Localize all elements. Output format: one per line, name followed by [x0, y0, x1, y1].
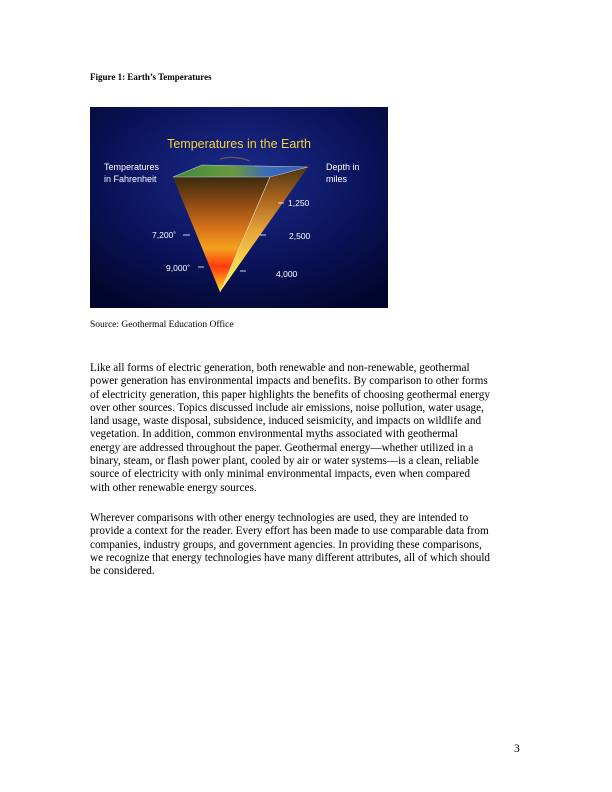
text-line: Like all forms of electric generation, both renewable and non-renewable, geothermal — [90, 362, 470, 374]
text-line: of electricity generation, this paper highlights the benefits of choosing geothermal energy — [90, 388, 490, 401]
figure-title: Temperatures in the Earth — [167, 137, 311, 151]
body-paragraph-1 — [90, 362, 530, 495]
text-line: source of electricity with only minimal environmental impacts, even when compared — [90, 468, 470, 481]
text-line: companies, industry groups, and government agencies. In providing these comparisons, — [90, 538, 482, 551]
body-paragraph-2 — [90, 512, 530, 578]
text-line: energy are addressed throughout the paper. Geothermal energy—whether utilized in a — [90, 441, 474, 454]
earth-temperature-figure — [90, 107, 388, 308]
left-label-line1: Temperatures — [104, 162, 160, 172]
depth-label-4000: 4,000 — [276, 269, 298, 279]
depth-label-2500: 2,500 — [289, 231, 311, 241]
text-line: we recognize that energy technologies have many different attributes, all of which should — [90, 551, 491, 564]
left-label-line2: in Fahrenheit — [104, 174, 157, 184]
temp-label-7200: 7,200˚ — [152, 230, 177, 240]
text-line: provide a context for the reader. Every effort has been made to use comparable data from — [90, 525, 489, 538]
text-line: be considered. — [90, 565, 155, 578]
temp-label-9000: 9,000˚ — [166, 263, 191, 273]
page-number: 3 — [514, 743, 520, 755]
text-line: over other sources. Topics discussed include air emissions, noise pollution, water usage, — [90, 401, 484, 414]
figure-caption: Figure 1: Earth’s Temperatures — [90, 72, 212, 82]
text-line: land usage, waste disposal, subsidence, induced seismicity, and impacts on wildlife and — [90, 415, 482, 428]
text-line: binary, steam, or flash power plant, cooled by air or water systems—is a clean, reliable — [90, 455, 479, 468]
depth-label-1250: 1,250 — [288, 198, 310, 208]
right-label-line1: Depth in — [326, 162, 360, 172]
text-line: vegetation. In addition, common environmental myths associated with geothermal — [90, 428, 458, 441]
text-line: power generation has environmental impacts and benefits. By comparison to other forms — [90, 375, 488, 388]
figure-source: Source: Geothermal Education Office — [90, 320, 234, 330]
right-label-line2: miles — [326, 174, 348, 184]
text-line: with other renewable energy sources. — [90, 481, 257, 494]
text-line: Wherever comparisons with other energy technologies are used, they are intended to — [90, 512, 469, 524]
